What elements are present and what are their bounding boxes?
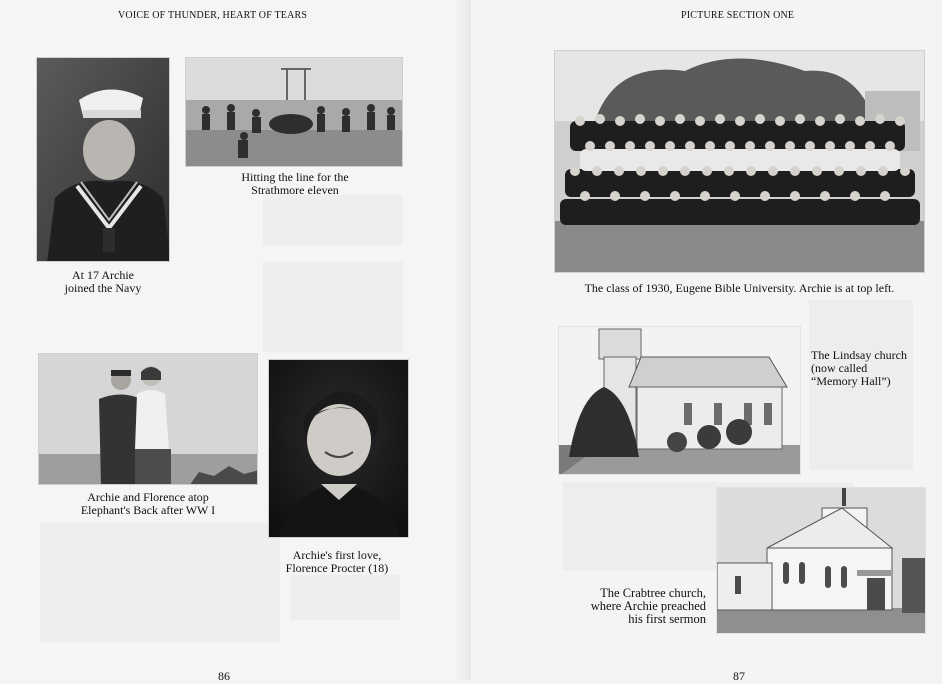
sailor-portrait-image bbox=[37, 58, 170, 262]
photo-florence-procter bbox=[268, 359, 409, 538]
caption-crabtree-church bbox=[541, 587, 706, 626]
caption-lindsay-church bbox=[811, 349, 936, 388]
caption-line: The Lindsay church bbox=[811, 348, 907, 362]
running-head: VOICE OF THUNDER, HEART OF TEARS bbox=[118, 10, 308, 21]
crabtree-church-image bbox=[717, 488, 926, 634]
caption-navy bbox=[38, 269, 168, 295]
caption-line: At 17 Archie bbox=[72, 268, 134, 282]
caption-elephants-back bbox=[48, 491, 248, 517]
photo-lindsay-church bbox=[558, 326, 801, 475]
caption-first-love bbox=[262, 549, 412, 575]
lindsay-church-image bbox=[559, 327, 801, 475]
caption-line: (now called bbox=[811, 361, 868, 375]
caption-line: Archie's first love, bbox=[292, 548, 382, 562]
caption-line: The Crabtree church, bbox=[600, 586, 706, 600]
couple-outdoors-image bbox=[39, 354, 258, 485]
left-page bbox=[0, 0, 471, 683]
caption-line: his first sermon bbox=[628, 612, 706, 626]
football-game-image bbox=[186, 58, 403, 167]
caption-line: The class of 1930, Eugene Bible University. Archie is at top left. bbox=[584, 281, 895, 295]
caption-line: joined the Navy bbox=[64, 281, 142, 295]
caption-line: “Memory Hall”) bbox=[811, 374, 891, 388]
caption-line: where Archie preached bbox=[590, 599, 706, 613]
florence-portrait-image bbox=[269, 360, 409, 538]
photo-crabtree-church bbox=[716, 487, 926, 634]
bleed-through-ghost bbox=[263, 195, 403, 245]
bleed-through-ghost bbox=[40, 522, 280, 642]
caption-line: Strathmore eleven bbox=[251, 183, 339, 197]
bleed-through-ghost bbox=[290, 575, 400, 620]
page-number: 87 bbox=[733, 669, 745, 683]
page-number: 86 bbox=[218, 669, 230, 683]
photo-class-of-1930 bbox=[554, 50, 925, 273]
photo-archie-navy bbox=[36, 57, 170, 262]
caption-class-of-1930 bbox=[554, 282, 925, 295]
bleed-through-ghost bbox=[263, 262, 403, 352]
caption-football bbox=[205, 171, 385, 197]
caption-line: Elephant's Back after WW I bbox=[80, 503, 216, 517]
class-group-photo-image bbox=[555, 51, 925, 273]
caption-line: Archie and Florence atop bbox=[87, 490, 209, 504]
photo-football bbox=[185, 57, 403, 167]
caption-line: Florence Procter (18) bbox=[285, 561, 389, 575]
caption-line: Hitting the line for the bbox=[241, 170, 349, 184]
photo-elephants-back bbox=[38, 353, 258, 485]
running-head: PICTURE SECTION ONE bbox=[681, 10, 795, 21]
right-page bbox=[471, 0, 942, 683]
